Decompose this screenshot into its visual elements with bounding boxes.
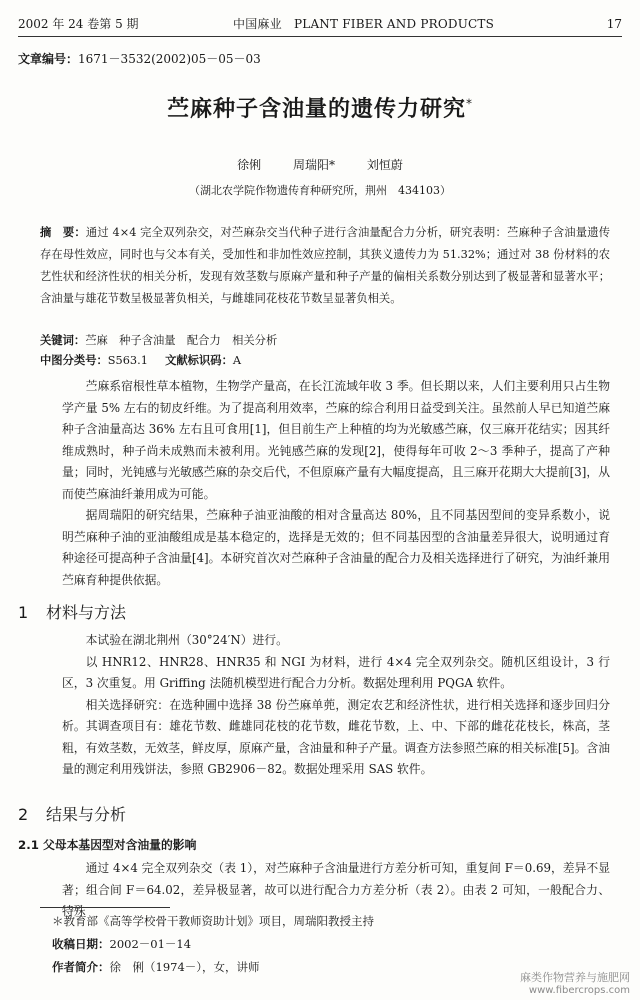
body-paragraph: 相关选择研究：在选种圃中选择 38 份苎麻单蔸，测定农艺和经济性状，进行相关选择和逐步回归分析。其调查项目有：雄花节数、雌雄同花枝的花节数，雌花节数，上、中、下部的雌花花枝长，株高，茎粗，有效茎数，无效茎，鲜皮厚，原麻产量，含油量和种子产量。调查方法参照苎麻的相关标准[5]。含油量的测定利用残饼法，参照 GB2906－82。数据处理采用 SAS 软件。 — [62, 697, 610, 776]
section-number: 2 — [18, 805, 29, 824]
section-heading-2 — [18, 802, 126, 825]
section-1-body — [62, 630, 610, 781]
clc-label: 中图分类号： — [40, 354, 108, 367]
author-list — [0, 156, 640, 173]
author-bio-label: 作者简介： — [52, 960, 110, 974]
abstract-label: 摘 要： — [40, 226, 86, 239]
subsection-heading: 2.1 父母本基因型对含油量的影响 — [18, 838, 197, 852]
clc-value: S563.1 — [107, 354, 148, 367]
classification — [40, 351, 610, 371]
site-watermark — [520, 969, 630, 996]
author-bio-value: 徐 俐（1974－），女，讲师 — [109, 960, 260, 974]
journal-name: 中国麻业 PLANT FIBER AND PRODUCTS — [233, 17, 495, 31]
doc-code-label: 文献标识码： — [165, 354, 233, 367]
section-number: 1 — [18, 603, 29, 622]
journal-volume: 2002 年 24 卷第 5 期 — [18, 17, 139, 31]
doc-code-value: A — [232, 354, 242, 367]
abstract-text: 通过 4×4 完全双列杂交，对苎麻杂交当代种子进行含油量配合力分析，研究表明：苎麻种子含油量遗传存在母性效应，同时也与父本有关，受加性和非加性效应控制，其狭义遗传力为 51.32%；通过对 38 份材料的农艺性状和经济性状的相关分析，发现有效茎数与原麻产量和种子产量的偏相关系数分别达到了极显著和显著水平；含油量与雄花节数呈极显著负相关，与雌雄同花枝花节数呈显著负相关。 — [40, 226, 610, 305]
section-heading-1 — [18, 600, 126, 623]
received-date — [52, 933, 610, 956]
author-name: 周瑞阳* — [292, 158, 335, 172]
abstract — [40, 222, 610, 310]
body-paragraph: 通过 4×4 完全双列杂交（表 1），对苎麻种子含油量进行方差分析可知，重复间 F＝0.69，差异不显著；组合间 F＝64.02，差异极显著，故可以进行配合力方差分析（表 2）。由表 2 可知，一般配合力、特殊 — [62, 861, 610, 918]
author-name: 徐俐 — [237, 158, 262, 172]
paper-title-text: 苎麻种子含油量的遗传力研究 — [166, 97, 466, 122]
section-title: 结果与分析 — [46, 805, 127, 824]
affiliation: （湖北农学院作物遗传育种研究所，荆州 434103） — [189, 184, 451, 197]
author-name: 刘恒蔚 — [366, 158, 403, 172]
title-footnote-mark: * — [466, 96, 473, 111]
keywords-text: 苎麻 种子含油量 配合力 相关分析 — [85, 334, 278, 347]
keywords — [40, 331, 610, 351]
received-value: 2002－01－14 — [109, 937, 192, 951]
running-header — [18, 14, 622, 34]
paper-title — [0, 92, 640, 123]
watermark-url: www.fibercrops.com — [528, 985, 630, 996]
section-title: 材料与方法 — [46, 603, 127, 622]
body-paragraph: 本试验在湖北荆州（30°24′N）进行。 — [85, 633, 288, 647]
fund-note: ＊教育部《高等学校骨干教师资助计划》项目，周瑞阳教授主持 — [52, 914, 374, 928]
intro-paragraph: 苎麻系宿根性草本植物，生物学产量高，在长江流域年收 3 季。但长期以来，人们主要利用只占生物学产量 5% 左右的韧皮纤维。为了提高利用效率，苎麻的综合利用日益受到关注。虽然前人早已知道苎麻种子含油量高达 36% 左右且可食用[1]，但目前生产上种植的均为光敏感苎麻，仅三麻开花结实；因其纤维成熟时，种子尚未成熟而未被利用。光钝感苎麻的发现[2]，使得每年可收 2～3 季种子，提高了产种量；同时，光钝感与光敏感苎麻的杂交后代，不但原麻产量有大幅度提高，且三麻开花期大大提前[3]，从而使苎麻油纤兼用成为可能。 — [62, 379, 610, 501]
article-number — [18, 50, 261, 67]
received-label: 收稿日期： — [52, 937, 110, 951]
introduction — [62, 376, 610, 591]
article-number-value: 1671－3532(2002)05－05－03 — [78, 52, 261, 66]
header-rule — [18, 36, 622, 37]
watermark-site-name: 麻类作物营养与施肥网 — [520, 971, 630, 984]
footnote-rule — [40, 907, 170, 908]
page-number: 17 — [606, 17, 622, 31]
article-number-label: 文章编号： — [18, 52, 79, 66]
intro-paragraph: 据周瑞阳的研究结果，苎麻种子油亚油酸的相对含量高达 80%，且不同基因型间的变异系数小，说明苎麻种子油的亚油酸组成是基本稳定的，选择是无效的；但不同基因型的含油量差异很大，说明通过育种途径可提高种子含油量[4]。本研究首次对苎麻种子含油量的配合力及相关选择进行了研究，为油纤兼用苎麻育种提供依据。 — [62, 508, 610, 587]
body-paragraph: 以 HNR12、HNR28、HNR35 和 NGI 为材料，进行 4×4 完全双列杂交。随机区组设计，3 行区，3 次重复。用 Griffing 法随机模型进行配合力分析。数据处理利用 PQGA 软件。 — [62, 654, 610, 690]
keywords-label: 关键词： — [40, 334, 86, 347]
